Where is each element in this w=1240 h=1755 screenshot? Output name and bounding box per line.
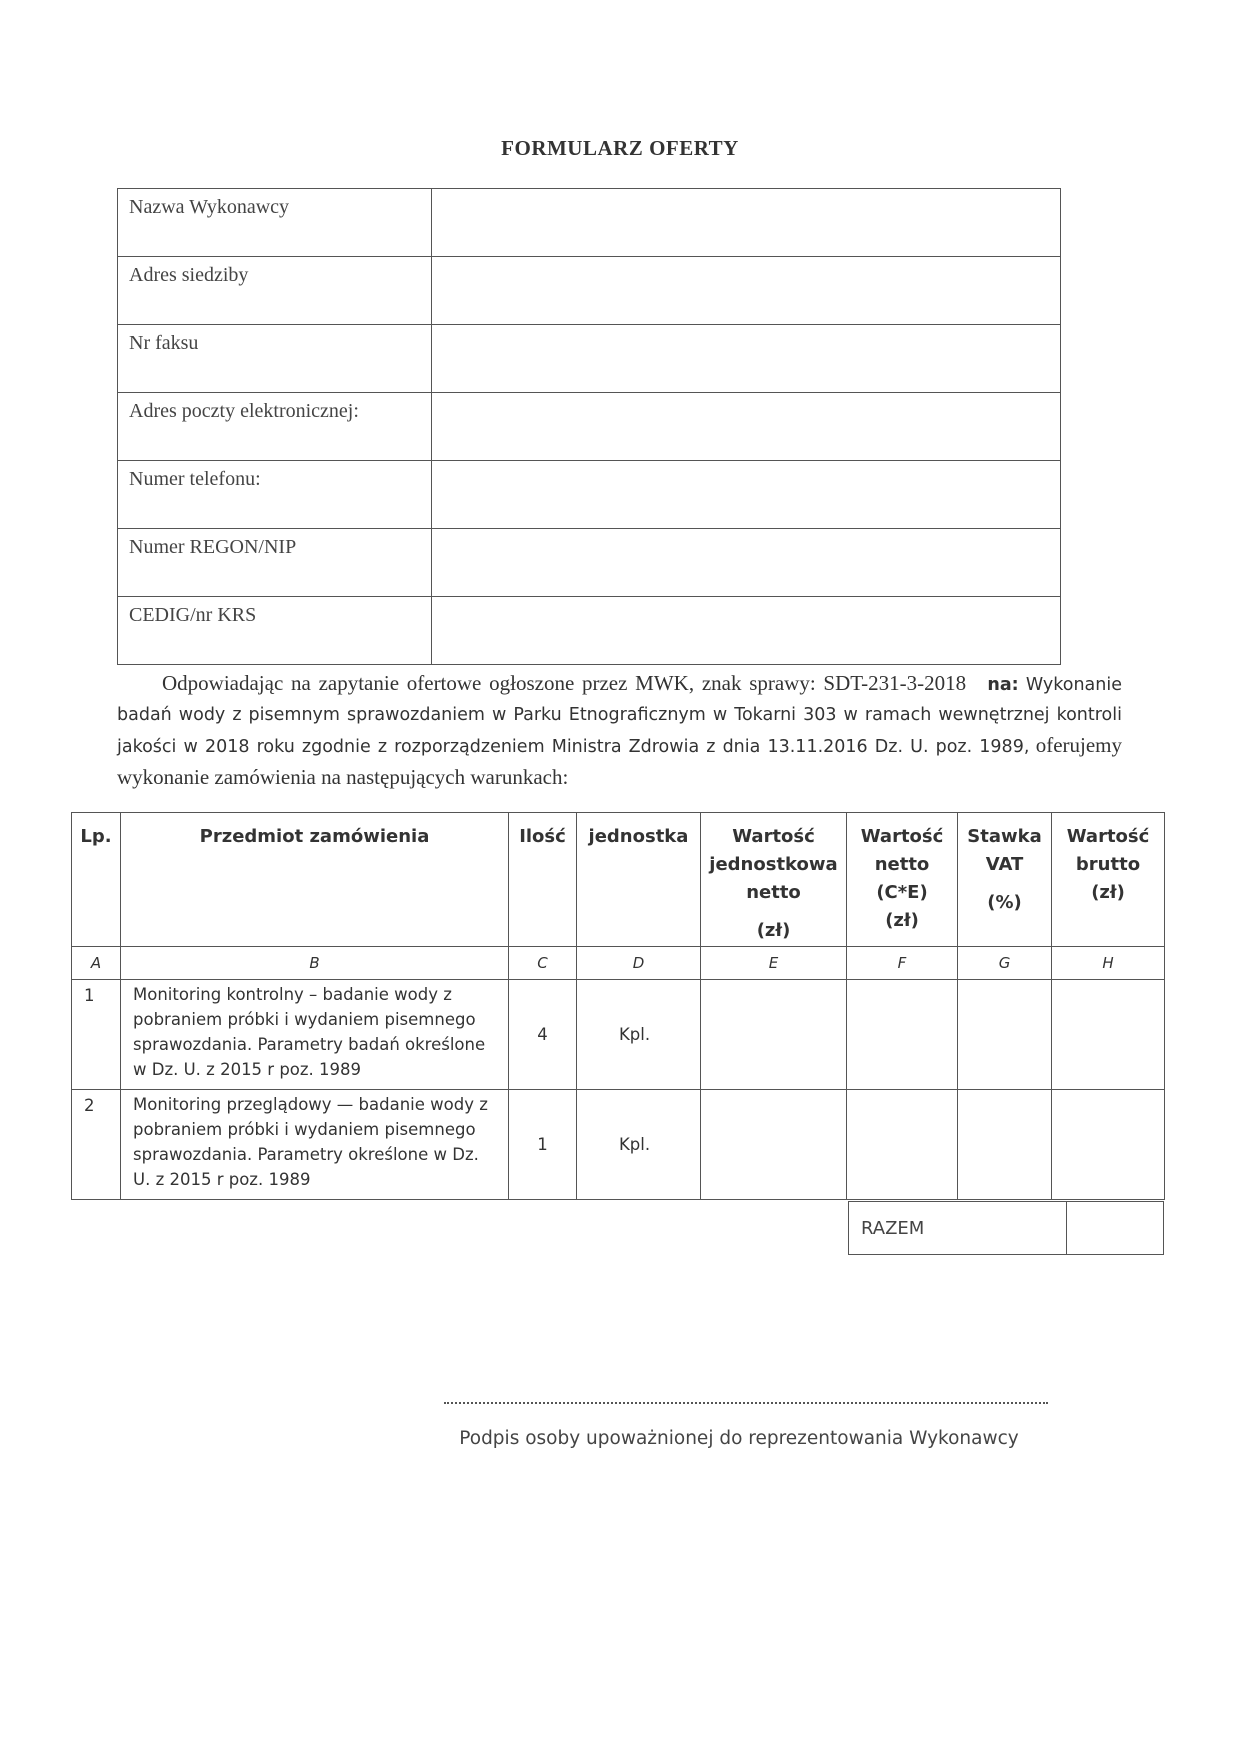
row-lp: 1 xyxy=(72,980,121,1090)
contractor-field-label: CEDIG/nr KRS xyxy=(118,597,432,665)
row-lp: 2 xyxy=(72,1090,121,1200)
table-row xyxy=(72,1090,1165,1200)
intro-paragraph xyxy=(117,668,1122,794)
contractor-field-label: Numer REGON/NIP xyxy=(118,529,432,597)
header-unit: jednostka xyxy=(577,813,701,947)
contractor-info-row xyxy=(118,461,1061,529)
contractor-info-row xyxy=(118,325,1061,393)
contractor-info-row xyxy=(118,393,1061,461)
signature-label: Podpis osoby upoważnionej do reprezentowania Wykonawcy xyxy=(459,1428,1019,1449)
contractor-field-value[interactable] xyxy=(432,325,1061,393)
row-gross-value-field[interactable] xyxy=(1052,980,1165,1090)
row-unit-net-value-field[interactable] xyxy=(701,980,847,1090)
contractor-field-value[interactable] xyxy=(432,189,1061,257)
table-row xyxy=(72,980,1165,1090)
intro-lead: Odpowiadając na zapytanie ofertowe ogłoszone przez MWK, znak sprawy: SDT-231-3-2018 xyxy=(162,671,967,695)
contractor-field-label: Adres poczty elektronicznej: xyxy=(118,393,432,461)
column-letter: H xyxy=(1052,947,1165,980)
contractor-info-row xyxy=(118,529,1061,597)
order-table xyxy=(71,812,1165,1200)
total-table xyxy=(848,1201,1164,1255)
row-unit: Kpl. xyxy=(577,1090,701,1200)
contractor-info-table xyxy=(117,188,1061,665)
row-net-value-field[interactable] xyxy=(847,980,958,1090)
column-letter: G xyxy=(958,947,1052,980)
document-title: FORMULARZ OFERTY xyxy=(501,136,739,160)
row-quantity: 4 xyxy=(509,980,577,1090)
column-letter: D xyxy=(577,947,701,980)
column-letter: C xyxy=(509,947,577,980)
row-description: Monitoring przeglądowy — badanie wody z pobraniem próbki i wydaniem pisemnego sprawozdania. Parametry określone w Dz. U. z 2015 r poz. 1989 xyxy=(121,1090,509,1200)
intro-na: na: xyxy=(987,675,1019,695)
header-item: Przedmiot zamówienia xyxy=(121,813,509,947)
row-gross-value-field[interactable] xyxy=(1052,1090,1165,1200)
column-letter: B xyxy=(121,947,509,980)
column-letter: F xyxy=(847,947,958,980)
total-value-field[interactable] xyxy=(1067,1202,1164,1255)
contractor-field-value[interactable] xyxy=(432,461,1061,529)
column-letter: E xyxy=(701,947,847,980)
contractor-field-label: Nr faksu xyxy=(118,325,432,393)
contractor-field-label: Adres siedziby xyxy=(118,257,432,325)
row-vat-rate-field[interactable] xyxy=(958,1090,1052,1200)
contractor-field-label: Numer telefonu: xyxy=(118,461,432,529)
header-gross-value: Wartość brutto (zł) xyxy=(1052,813,1165,947)
row-net-value-field[interactable] xyxy=(847,1090,958,1200)
row-quantity: 1 xyxy=(509,1090,577,1200)
contractor-info-row xyxy=(118,189,1061,257)
signature-line xyxy=(444,1402,1048,1404)
intro-body: Wykonanie badań wody z pisemnym sprawozdaniem w Parku Etnograficznym w Tokarni 303 w ramach wewnętrznej kontroli jakości w 2018 roku zgodnie z rozporządzeniem Ministra Zdrowia z dnia 13.11.2016 Dz. U. poz. 1989, xyxy=(117,675,1122,757)
contractor-info-row xyxy=(118,597,1061,665)
row-unit: Kpl. xyxy=(577,980,701,1090)
header-vat-rate: Stawka VAT (%) xyxy=(958,813,1052,947)
header-unit-net-value: Wartość jednostkowa netto (zł) xyxy=(701,813,847,947)
contractor-field-value[interactable] xyxy=(432,597,1061,665)
intro-tail: oferujemy wykonanie zamówienia na następujących warunkach: xyxy=(117,733,1123,789)
row-unit-net-value-field[interactable] xyxy=(701,1090,847,1200)
header-net-value: Wartość netto (C*E) (zł) xyxy=(847,813,958,947)
header-lp: Lp. xyxy=(72,813,121,947)
contractor-field-value[interactable] xyxy=(432,393,1061,461)
contractor-field-label: Nazwa Wykonawcy xyxy=(118,189,432,257)
contractor-info-row xyxy=(118,257,1061,325)
contractor-field-value[interactable] xyxy=(432,257,1061,325)
column-letters-row xyxy=(72,947,1165,980)
column-letter: A xyxy=(72,947,121,980)
row-vat-rate-field[interactable] xyxy=(958,980,1052,1090)
total-label: RAZEM xyxy=(849,1202,1067,1255)
header-qty: Ilość xyxy=(509,813,577,947)
row-description: Monitoring kontrolny – badanie wody z pobraniem próbki i wydaniem pisemnego sprawozdania. Parametry badań określone w Dz. U. z 2015 r poz. 1989 xyxy=(121,980,509,1090)
contractor-field-value[interactable] xyxy=(432,529,1061,597)
